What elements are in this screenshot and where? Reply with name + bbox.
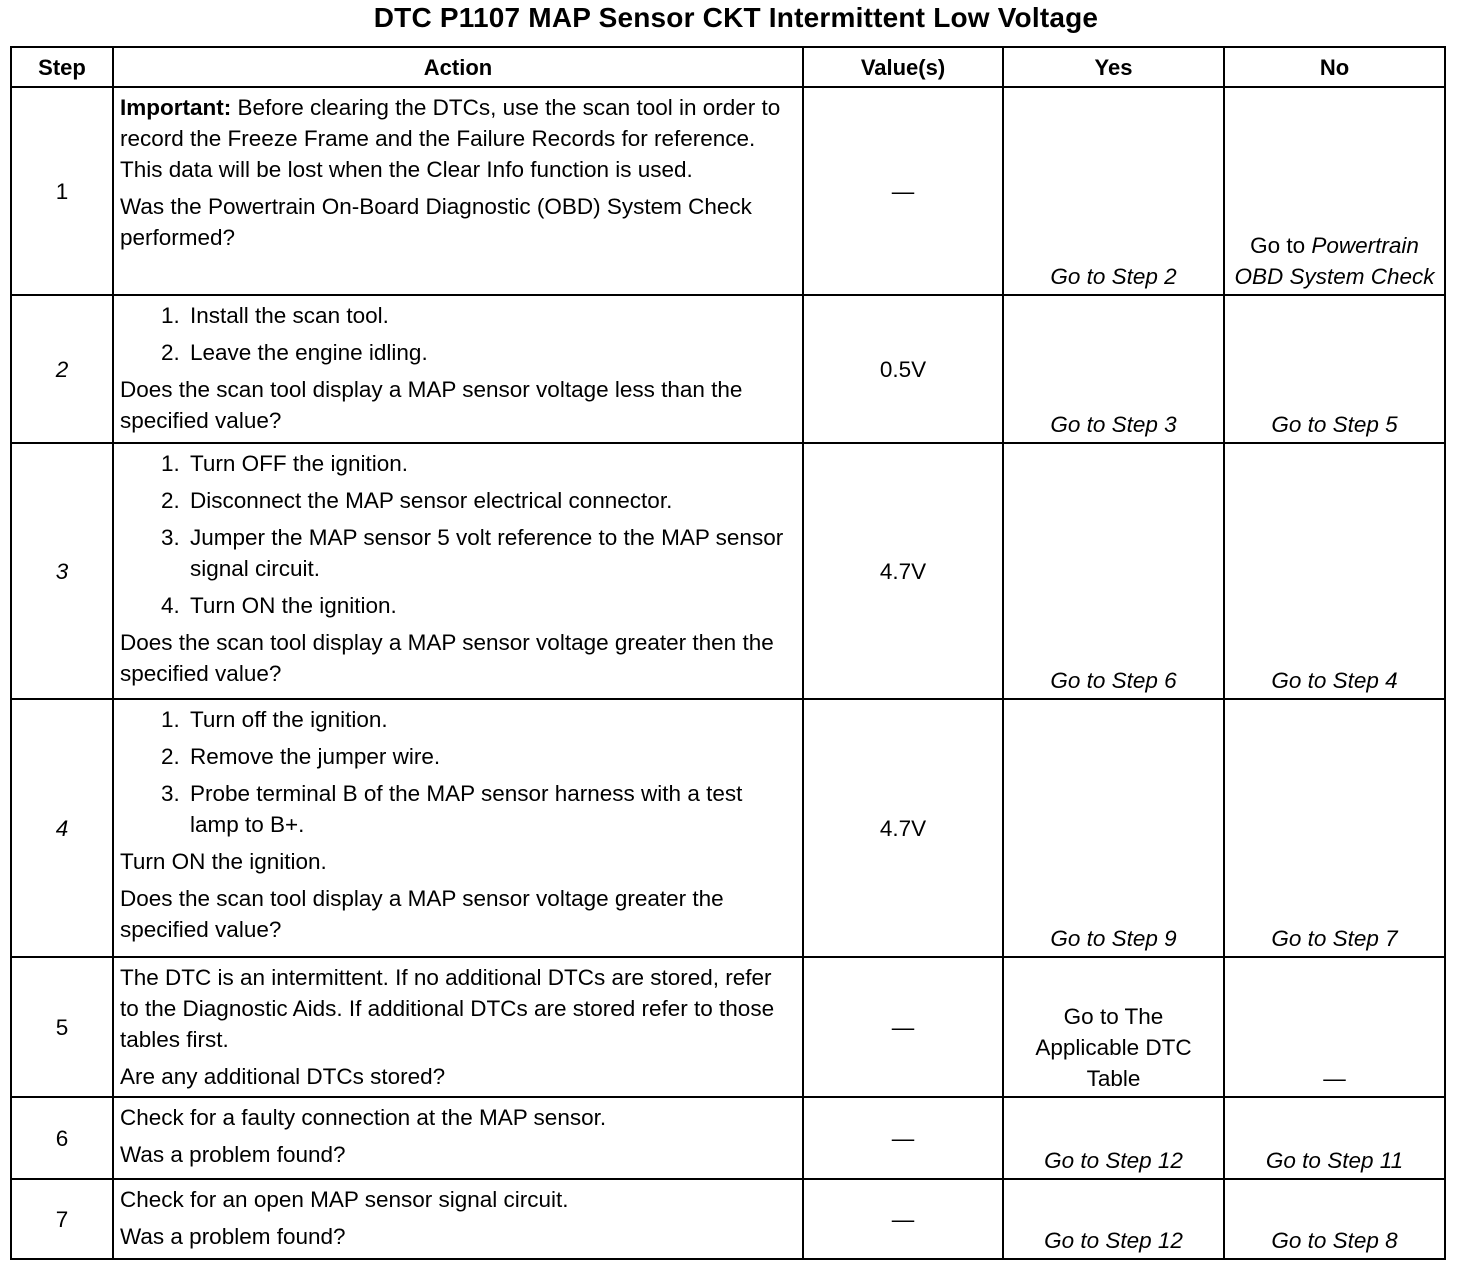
value-cell: 4.7V (803, 699, 1003, 957)
important-note (120, 92, 796, 185)
question-text: Does the scan tool display a MAP sensor voltage greater then the specified value? (120, 630, 774, 686)
yes-cell: Go to Step 12 (1003, 1179, 1224, 1259)
header-values: Value(s) (803, 47, 1003, 87)
yes-cell: Go to Step 3 (1003, 295, 1224, 443)
step-number: 3 (11, 443, 113, 699)
action-list (120, 704, 796, 840)
question-text: Does the scan tool display a MAP sensor voltage less than the specified value? (120, 377, 743, 433)
step-number: 6 (11, 1097, 113, 1179)
step-number: 4 (11, 699, 113, 957)
value-cell: 0.5V (803, 295, 1003, 443)
no-cell: Go to Step 11 (1224, 1097, 1445, 1179)
list-item: 1. Turn off the ignition. (186, 704, 796, 735)
list-item: 2. Remove the jumper wire. (186, 741, 796, 772)
step-number: 5 (11, 957, 113, 1097)
value-cell: — (803, 1097, 1003, 1179)
table-row (11, 699, 1445, 957)
table-row (11, 1179, 1445, 1259)
yes-cell: Go to The Applicable DTC Table (1003, 957, 1224, 1097)
action-cell (113, 443, 803, 699)
value-cell: — (803, 1179, 1003, 1259)
header-no: No (1224, 47, 1445, 87)
question-text: Was a problem found? (120, 1142, 346, 1167)
no-cell: Go to Step 8 (1224, 1179, 1445, 1259)
list-item: 1. Install the scan tool. (186, 300, 796, 331)
value-cell: — (803, 957, 1003, 1097)
step-number: 7 (11, 1179, 113, 1259)
header-action: Action (113, 47, 803, 87)
value-cell: 4.7V (803, 443, 1003, 699)
question-text: Does the scan tool display a MAP sensor voltage greater the specified value? (120, 886, 724, 942)
action-text: Check for a faulty connection at the MAP sensor. (120, 1105, 607, 1130)
list-item: 4. Turn ON the ignition. (186, 590, 796, 621)
action-cell (113, 1179, 803, 1259)
no-prefix: Go to (1250, 233, 1312, 258)
no-cell (1224, 87, 1445, 295)
step-number: 1 (11, 87, 113, 295)
question-text: Are any additional DTCs stored? (120, 1064, 446, 1089)
no-cell: — (1224, 957, 1445, 1097)
table-row (11, 295, 1445, 443)
yes-cell: Go to Step 12 (1003, 1097, 1224, 1179)
action-cell (113, 699, 803, 957)
page-title: DTC P1107 MAP Sensor CKT Intermittent Low Voltage (373, 2, 1099, 33)
list-item: 3. Probe terminal B of the MAP sensor harness with a test lamp to B+. (186, 778, 796, 840)
table-row (11, 87, 1445, 295)
header-yes: Yes (1003, 47, 1224, 87)
step-number: 2 (11, 295, 113, 443)
no-cell: Go to Step 7 (1224, 699, 1445, 957)
no-link: Powertrain OBD System Check (1234, 233, 1435, 289)
diagnostic-table (10, 46, 1446, 1260)
no-cell: Go to Step 4 (1224, 443, 1445, 699)
action-cell (113, 87, 803, 295)
yes-cell: Go to Step 9 (1003, 699, 1224, 957)
action-cell (113, 295, 803, 443)
action-list (120, 300, 796, 368)
value-cell: — (803, 87, 1003, 295)
question-text: Was the Powertrain On-Board Diagnostic (OBD) System Check performed? (120, 194, 752, 250)
list-item: 2. Leave the engine idling. (186, 337, 796, 368)
no-cell: Go to Step 5 (1224, 295, 1445, 443)
list-item: 2. Disconnect the MAP sensor electrical connector. (186, 485, 796, 516)
action-text: The DTC is an intermittent. If no additional DTCs are stored, refer to the Diagnostic Aids. If additional DTCs are stored refer to those tables first. (120, 965, 775, 1052)
question-text: Was a problem found? (120, 1224, 346, 1249)
yes-cell: Go to Step 2 (1003, 87, 1224, 295)
list-item: 1. Turn OFF the ignition. (186, 448, 796, 479)
table-row (11, 1097, 1445, 1179)
action-cell (113, 957, 803, 1097)
action-text: Check for an open MAP sensor signal circuit. (120, 1187, 569, 1212)
extra-instruction: Turn ON the ignition. (120, 849, 327, 874)
header-step: Step (11, 47, 113, 87)
action-cell (113, 1097, 803, 1179)
list-item: 3. Jumper the MAP sensor 5 volt reference to the MAP sensor signal circuit. (186, 522, 796, 584)
important-text: Before clearing the DTCs, use the scan tool in order to record the Freeze Frame and the Failure Records for reference. This data will be lost when the Clear Info function is used. (120, 95, 781, 182)
yes-cell: Go to Step 6 (1003, 443, 1224, 699)
action-list (120, 448, 796, 621)
table-row (11, 443, 1445, 699)
table-row (11, 957, 1445, 1097)
important-label: Important: (120, 95, 232, 120)
table-header-row (11, 47, 1445, 87)
